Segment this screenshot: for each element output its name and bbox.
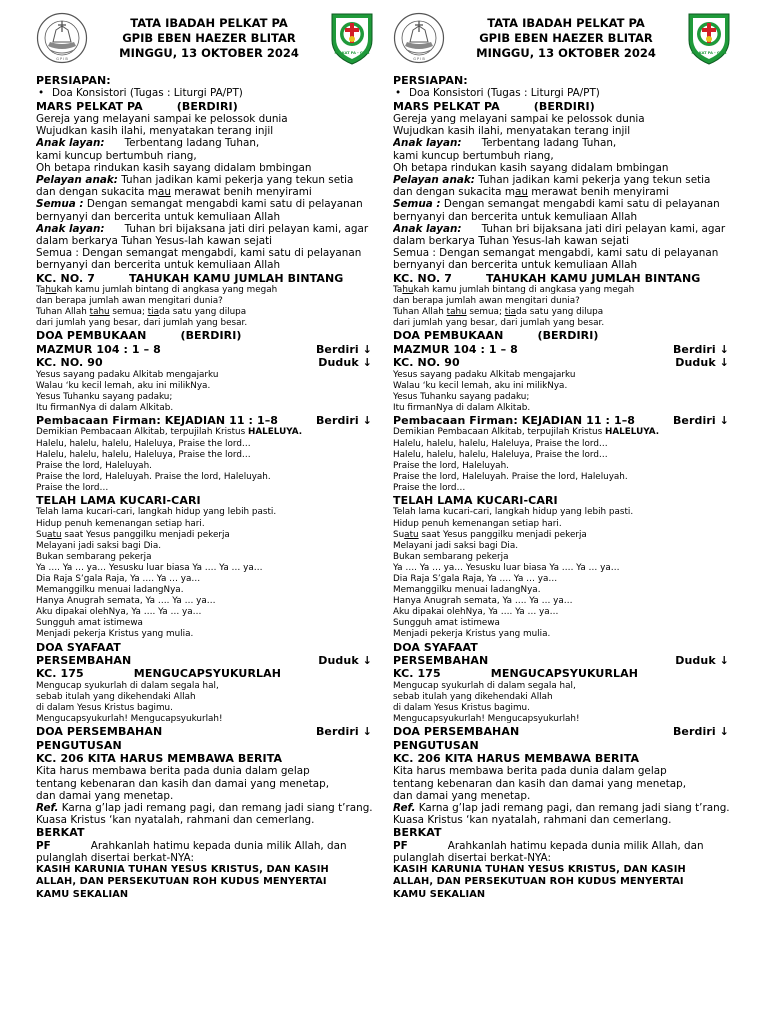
persembahan-heading: PERSEMBAHAN Duduk ↓ <box>36 653 372 667</box>
song-line: sebab itulah yang dikehendaki Allah <box>36 691 196 702</box>
song-line: kami kuncup bertumbuh riang, <box>36 149 197 162</box>
pengutusan-heading: PENGUTUSAN <box>393 738 479 752</box>
song-line: Halelu, halelu, halelu, Haleluya, Praise the lord… <box>36 438 251 449</box>
berkat-heading: BERKAT <box>393 826 442 840</box>
song-line: dalam berkarya Tuhan Yesus-lah kawan sejati <box>393 235 630 248</box>
song-line: Oh betapa rindukan kasih sayang didalam bmbingan <box>36 161 312 174</box>
song-line: Yesus sayang padaku Alkitab mengajarku <box>393 369 576 380</box>
bullet-icon: • <box>395 87 402 100</box>
song-line: Kuasa Kristus ‘kan nyatalah, rahmani dan cemerlang. <box>393 814 672 827</box>
kc206-heading: KC. 206 KITA HARUS MEMBAWA BERITA <box>36 751 283 765</box>
song-line: sebab itulah yang dikehendaki Allah <box>393 691 553 702</box>
bullet-icon: • <box>38 87 45 100</box>
persiapan-heading: PERSIAPAN: <box>36 74 111 87</box>
persembahan-heading: PERSEMBAHAN Duduk ↓ <box>393 653 729 667</box>
song-line: Halelu, halelu, halelu, Haleluya, Praise the lord… <box>36 449 251 460</box>
title-line-1: TATA IBADAH PELKAT PA <box>130 16 288 30</box>
konsistori-item: • Doa Konsistori (Tugas : Liturgi PA/PT) <box>395 87 600 100</box>
song-line: Anak layan: Tuhan bri bijaksana jati diri pelayan kami, agar <box>393 222 726 235</box>
song-line: dan dengan sukacita mau merawat benih menyirami <box>393 186 669 199</box>
svg-text:G P I B: G P I B <box>413 57 425 61</box>
song-line: Praise the lord, Haleluyah. Praise the lord, Haleluyah. <box>36 471 271 482</box>
title-line-2: GPIB EBEN HAEZER BLITAR <box>122 31 296 45</box>
song-line: Ya …. Ya … ya… Yesusku luar biasa Ya …. Ya … ya… <box>36 562 263 573</box>
pelkat-pa-logo <box>685 12 733 66</box>
blessing-line: KASIH KARUNIA TUHAN YESUS KRISTUS, DAN KASIH <box>393 864 686 876</box>
page-header <box>393 12 733 74</box>
kc7-heading: KC. NO. 7 TAHUKAH KAMU JUMLAH BINTANG <box>36 271 344 285</box>
song-line: dan dengan sukacita mau merawat benih menyirami <box>36 186 312 199</box>
song-line: tentang kebenaran dan kasih dan damai yang menetap, <box>36 777 330 790</box>
song-line: bernyanyi dan bercerita untuk kemuliaan Allah <box>36 210 281 223</box>
svg-text:PELKAT PA - GPIB: PELKAT PA - GPIB <box>691 51 727 55</box>
song-line: Menjadi pekerja Kristus yang mulia. <box>393 629 551 640</box>
telah-lama-heading: TELAH LAMA KUCARI-CARI <box>393 494 558 507</box>
song-line: Gereja yang melayani sampai ke pelossok dunia <box>393 113 645 126</box>
song-line: di dalam Yesus Kristus bagimu. <box>36 702 173 713</box>
song-line: Tahukah kamu jumlah bintang di angkasa yang megah <box>393 285 635 296</box>
kc175-heading: KC. 175 MENGUCAPSYUKURLAH <box>393 667 639 681</box>
song-line: Telah lama kucari-cari, langkah hidup yang lebih pasti. <box>393 507 634 518</box>
song-line: Praise the lord… <box>36 482 109 493</box>
song-line: tentang kebenaran dan kasih dan damai yang menetap, <box>393 777 687 790</box>
blessing-line: ALLAH, DAN PERSEKUTUAN ROH KUDUS MENYERTAI <box>36 876 327 888</box>
song-line: Praise the lord, Haleluyah. <box>36 460 152 471</box>
blessing-line: KAMU SEKALIAN <box>393 888 486 900</box>
song-line: Hidup penuh kemenangan setiap hari. <box>393 518 562 529</box>
liturgy-body <box>36 74 376 901</box>
song-line: Demikian Pembacaan Alkitab, terpujilah Kristus HALELUYA. <box>393 427 660 438</box>
pembacaan-heading: Pembacaan Firman: KEJADIAN 11 : 1–8 Berdiri ↓ <box>36 414 372 428</box>
song-line: Memanggilku menuai ladangNya. <box>393 585 541 596</box>
song-line: Sungguh amat istimewa <box>36 618 143 629</box>
song-line: Hanya Anugrah semata, Ya …. Ya … ya… <box>36 596 216 607</box>
song-line: Halelu, halelu, halelu, Haleluya, Praise the lord… <box>393 449 608 460</box>
berkat-line: PF Arahkanlah hatimu kepada dunia milik Allah, dan <box>36 839 347 852</box>
doa-persembahan-heading: DOA PERSEMBAHAN Berdiri ↓ <box>36 725 372 739</box>
song-line: Anak layan: Tuhan bri bijaksana jati diri pelayan kami, agar <box>36 222 369 235</box>
song-line: Ref. Karna g’lap jadi remang pagi, dan remang jadi siang t’rang. <box>36 801 373 814</box>
song-line: Pelayan anak: Tuhan jadikan kami pekerja yang tekun setia <box>36 174 354 187</box>
song-line: Tahukah kamu jumlah bintang di angkasa yang megah <box>36 285 278 296</box>
title-line-3: MINGGU, 13 OKTOBER 2024 <box>476 46 656 60</box>
song-line: Anak layan: Terbentang ladang Tuhan, <box>36 137 260 150</box>
song-line: dan damai yang menetap. <box>36 789 174 802</box>
song-line: Wujudkan kasih ilahi, menyatakan terang injil <box>393 125 631 138</box>
song-line: Praise the lord, Haleluyah. <box>393 460 509 471</box>
doa-syafaat-heading: DOA SYAFAAT <box>393 640 478 654</box>
song-line: Itu firmanNya di dalam Alkitab. <box>36 402 174 413</box>
song-line: bernyanyi dan bercerita untuk kemuliaan Allah <box>393 210 638 223</box>
konsistori-item: • Doa Konsistori (Tugas : Liturgi PA/PT) <box>38 87 243 100</box>
blessing-line: ALLAH, DAN PERSEKUTUAN ROH KUDUS MENYERTAI <box>393 876 684 888</box>
song-line: Mengucapsyukurlah! Mengucapsyukurlah! <box>36 714 223 725</box>
song-line: Kita harus membawa berita pada dunia dalam gelap <box>36 765 310 778</box>
song-line: Melayani jadi saksi bagi Dia. <box>393 540 519 551</box>
song-line: Ya …. Ya … ya… Yesusku luar biasa Ya …. Ya … ya… <box>393 562 620 573</box>
song-line: Dia Raja S’gala Raja, Ya …. Ya … ya… <box>393 573 558 584</box>
berkat-heading: BERKAT <box>36 826 85 840</box>
liturgy-column-left <box>36 12 376 1018</box>
berkat-line: PF Arahkanlah hatimu kepada dunia milik Allah, dan <box>393 839 704 852</box>
document-title <box>94 16 324 61</box>
posture-duduk: Duduk ↓ <box>675 653 729 667</box>
song-line: Hanya Anugrah semata, Ya …. Ya … ya… <box>393 596 573 607</box>
kc90-heading: KC. NO. 90 Duduk ↓ <box>393 356 729 370</box>
mazmur-heading: MAZMUR 104 : 1 – 8 Berdiri ↓ <box>393 342 729 356</box>
song-line: Mengucap syukurlah di dalam segala hal, <box>36 680 219 691</box>
blessing-line: KASIH KARUNIA TUHAN YESUS KRISTUS, DAN KASIH <box>36 864 329 876</box>
song-line: Itu firmanNya di dalam Alkitab. <box>393 402 531 413</box>
song-line: kami kuncup bertumbuh riang, <box>393 149 554 162</box>
song-line: dari jumlah yang besar, dari jumlah yang besar. <box>393 318 605 329</box>
posture-berdiri: Berdiri ↓ <box>315 414 372 428</box>
posture-berdiri: Berdiri ↓ <box>672 725 729 739</box>
song-line: bernyanyi dan bercerita untuk kemuliaan Allah <box>393 259 638 272</box>
song-line: Dia Raja S’gala Raja, Ya …. Ya … ya… <box>36 573 201 584</box>
song-line: Kuasa Kristus ‘kan nyatalah, rahmani dan cemerlang. <box>36 814 315 827</box>
song-line: Wujudkan kasih ilahi, menyatakan terang injil <box>36 125 274 138</box>
posture-berdiri: Berdiri ↓ <box>672 342 729 356</box>
berkat-line: pulanglah disertai berkat-NYA: <box>393 851 551 864</box>
berkat-line: pulanglah disertai berkat-NYA: <box>36 851 194 864</box>
song-line: Aku dipakai olehNya, Ya …. Ya … ya… <box>36 607 202 618</box>
song-line: Praise the lord… <box>393 482 466 493</box>
song-line: Oh betapa rindukan kasih sayang didalam bmbingan <box>393 161 669 174</box>
song-line: di dalam Yesus Kristus bagimu. <box>393 702 530 713</box>
posture-duduk: Duduk ↓ <box>318 356 372 370</box>
title-line-1: TATA IBADAH PELKAT PA <box>487 16 645 30</box>
song-line: dan berapa jumlah awan mengitari dunia? <box>393 296 580 307</box>
liturgy-column-right <box>393 12 733 1018</box>
posture-berdiri: Berdiri ↓ <box>672 414 729 428</box>
pelkat-pa-logo <box>328 12 376 66</box>
blessing-line: KAMU SEKALIAN <box>36 888 129 900</box>
mars-heading: MARS PELKAT PA (BERDIRI) <box>393 99 595 113</box>
song-line: Suatu saat Yesus panggilku menjadi pekerja <box>393 529 587 540</box>
song-line: Tuhan Allah tahu semua; tiada satu yang dilupa <box>393 307 604 318</box>
telah-lama-heading: TELAH LAMA KUCARI-CARI <box>36 494 201 507</box>
kc90-heading: KC. NO. 90 Duduk ↓ <box>36 356 372 370</box>
doa-pembukaan-heading: DOA PEMBUKAAN (BERDIRI) <box>36 329 242 343</box>
song-line: Bukan sembarang pekerja <box>393 551 509 562</box>
gpib-logo <box>393 12 445 64</box>
song-line: dan berapa jumlah awan mengitari dunia? <box>36 296 223 307</box>
song-line: dalam berkarya Tuhan Yesus-lah kawan sejati <box>36 235 273 248</box>
kc206-heading: KC. 206 KITA HARUS MEMBAWA BERITA <box>393 751 640 765</box>
gpib-logo <box>36 12 88 64</box>
song-line: Bukan sembarang pekerja <box>36 551 152 562</box>
svg-text:G P I B: G P I B <box>56 57 68 61</box>
song-line: Semua : Dengan semangat mengabdi, kami satu di pelayanan <box>36 247 362 260</box>
title-line-2: GPIB EBEN HAEZER BLITAR <box>479 31 653 45</box>
doa-pembukaan-heading: DOA PEMBUKAAN (BERDIRI) <box>393 329 599 343</box>
pengutusan-heading: PENGUTUSAN <box>36 738 122 752</box>
kc7-heading: KC. NO. 7 TAHUKAH KAMU JUMLAH BINTANG <box>393 271 701 285</box>
song-line: Hidup penuh kemenangan setiap hari. <box>36 518 205 529</box>
song-line: Praise the lord, Haleluyah. Praise the lord, Haleluyah. <box>393 471 628 482</box>
song-line: Memanggilku menuai ladangNya. <box>36 585 184 596</box>
song-line: Yesus Tuhanku sayang padaku; <box>393 391 530 402</box>
song-line: Semua : Dengan semangat mengabdi, kami satu di pelayanan <box>393 247 719 260</box>
title-line-3: MINGGU, 13 OKTOBER 2024 <box>119 46 299 60</box>
pembacaan-heading: Pembacaan Firman: KEJADIAN 11 : 1–8 Berdiri ↓ <box>393 414 729 428</box>
mazmur-heading: MAZMUR 104 : 1 – 8 Berdiri ↓ <box>36 342 372 356</box>
page-header <box>36 12 376 74</box>
posture-berdiri: Berdiri ↓ <box>315 725 372 739</box>
song-line: Ref. Karna g’lap jadi remang pagi, dan remang jadi siang t’rang. <box>393 801 730 814</box>
song-line: Semua : Dengan semangat mengabdi kami satu di pelayanan <box>36 198 363 211</box>
song-line: Menjadi pekerja Kristus yang mulia. <box>36 629 194 640</box>
song-line: Tuhan Allah tahu semua; tiada satu yang dilupa <box>36 307 247 318</box>
song-line: Walau ‘ku kecil lemah, aku ini milikNya. <box>36 380 211 391</box>
song-line: bernyanyi dan bercerita untuk kemuliaan Allah <box>36 259 281 272</box>
song-line: Semua : Dengan semangat mengabdi kami satu di pelayanan <box>393 198 720 211</box>
song-line: Walau ‘ku kecil lemah, aku ini milikNya. <box>393 380 568 391</box>
song-line: Pelayan anak: Tuhan jadikan kami pekerja yang tekun setia <box>393 174 711 187</box>
doa-syafaat-heading: DOA SYAFAAT <box>36 640 121 654</box>
song-line: Suatu saat Yesus panggilku menjadi pekerja <box>36 529 230 540</box>
song-line: Demikian Pembacaan Alkitab, terpujilah Kristus HALELUYA. <box>36 427 303 438</box>
song-line: Melayani jadi saksi bagi Dia. <box>36 540 162 551</box>
persiapan-heading: PERSIAPAN: <box>393 74 468 87</box>
song-line: Yesus Tuhanku sayang padaku; <box>36 391 173 402</box>
kc175-heading: KC. 175 MENGUCAPSYUKURLAH <box>36 667 282 681</box>
song-line: Anak layan: Terbentang ladang Tuhan, <box>393 137 617 150</box>
posture-duduk: Duduk ↓ <box>675 356 729 370</box>
posture-berdiri: Berdiri ↓ <box>315 342 372 356</box>
song-line: Mengucapsyukurlah! Mengucapsyukurlah! <box>393 714 580 725</box>
song-line: dan damai yang menetap. <box>393 789 531 802</box>
song-line: Kita harus membawa berita pada dunia dalam gelap <box>393 765 667 778</box>
svg-text:PELKAT PA - GPIB: PELKAT PA - GPIB <box>334 51 370 55</box>
song-line: Gereja yang melayani sampai ke pelossok dunia <box>36 113 288 126</box>
song-line: Sungguh amat istimewa <box>393 618 500 629</box>
song-line: Yesus sayang padaku Alkitab mengajarku <box>36 369 219 380</box>
posture-duduk: Duduk ↓ <box>318 653 372 667</box>
song-line: dari jumlah yang besar, dari jumlah yang besar. <box>36 318 248 329</box>
song-line: Halelu, halelu, halelu, Haleluya, Praise the lord… <box>393 438 608 449</box>
song-line: Aku dipakai olehNya, Ya …. Ya … ya… <box>393 607 559 618</box>
doa-persembahan-heading: DOA PERSEMBAHAN Berdiri ↓ <box>393 725 729 739</box>
song-line: Telah lama kucari-cari, langkah hidup yang lebih pasti. <box>36 507 277 518</box>
song-line: Mengucap syukurlah di dalam segala hal, <box>393 680 576 691</box>
document-title <box>451 16 681 61</box>
mars-heading: MARS PELKAT PA (BERDIRI) <box>36 99 238 113</box>
liturgy-body <box>393 74 733 901</box>
